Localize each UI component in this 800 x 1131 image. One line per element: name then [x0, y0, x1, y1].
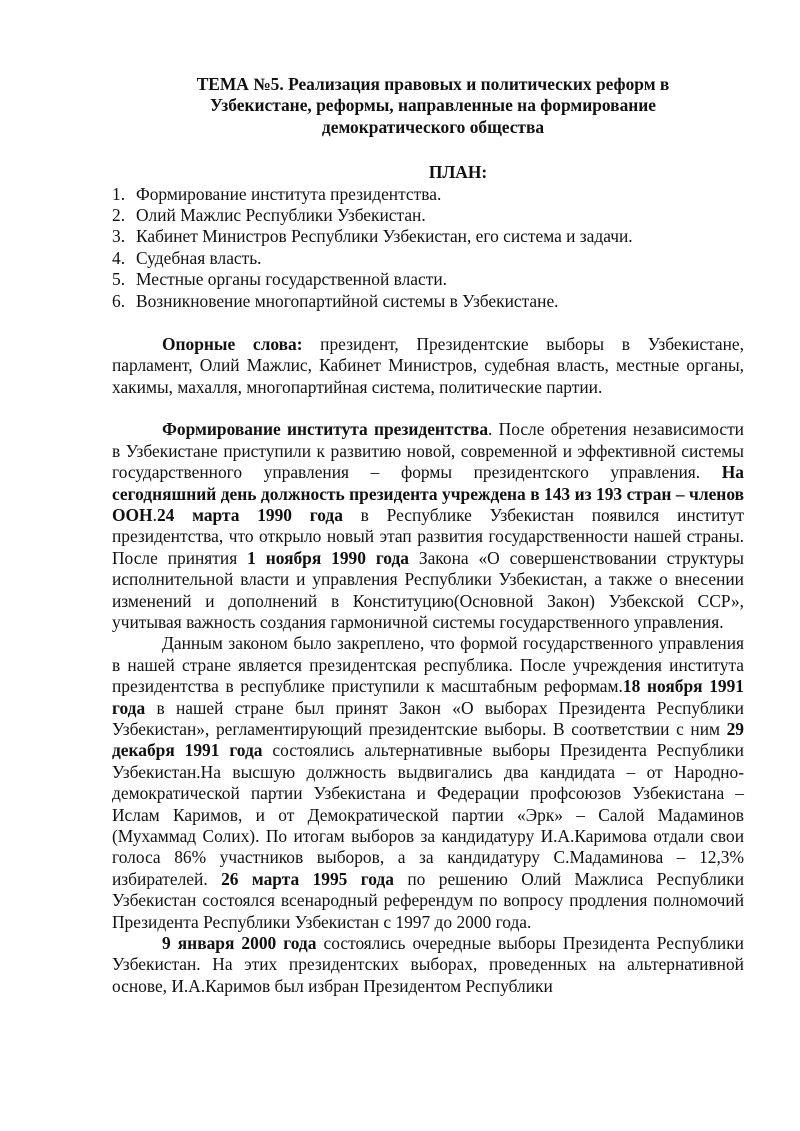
presidency-paragraph	[112, 419, 744, 633]
plan-item-text: Кабинет Министров Республики Узбекистан, его система и задачи.	[136, 226, 633, 247]
elections-paragraph	[112, 633, 744, 933]
paragraph-text: состоялись альтернативные выборы Президента Республики Узбекистан.На высшую должность выдвигались два кандидата – от Народно-демократической партии Узбекистана и Федерации профсоюзов Узбекистана – Ислам Каримов, и от Демократической партии «Эрк» – Салой Мадаминов (Мухаммад Солих). По итогам выборов за кандидатуру И.А.Каримова отдали свои голоса 86% участников выборов, а за кандидатуру С.Мадаминова – 12,3% избирателей.	[112, 740, 744, 889]
plan-item	[112, 269, 744, 290]
plan-item-text: Местные органы государственной власти.	[136, 269, 447, 290]
plan-item-number: 5.	[112, 269, 126, 290]
plan-item	[112, 291, 744, 312]
plan-item	[112, 226, 744, 247]
keywords-text: президент, Президентские выборы в Узбекистане, парламент, Олий Мажлис, Кабинет Министров, судебная власть, местные органы, хакимы, махалля, многопартийная система, политические партии.	[112, 334, 744, 397]
plan-item-number: 2.	[112, 205, 126, 226]
plan-item-number: 4.	[112, 247, 126, 268]
section-heading: Формирование института президентства	[162, 419, 489, 440]
document-title: ТЕМА №5. Реализация правовых и политических реформ в Узбекистане, реформы, направленные на формирование демократического общества	[196, 74, 670, 137]
plan-list	[112, 184, 744, 312]
plan-item	[112, 184, 744, 205]
keywords-label: Опорные слова:	[162, 334, 303, 355]
plan-item-text: Олий Мажлис Республики Узбекистан.	[136, 205, 426, 226]
paragraph-text: в Республике Узбекистан появился институт президентства, что открыло новый этап развития государственности нашей страны. После принятия	[112, 504, 744, 568]
paragraph-text: по решению Олий Мажлиса Республики Узбекистан состоялся всенародный референдум по вопросу продления полномочий Президента Республики Узбекистан с 1997 до 2000 года.	[112, 868, 745, 932]
keywords-paragraph	[112, 334, 744, 398]
paragraph-text: Закона «О совершенствовании структуры исполнительной власти и управления Республики Узбекистан, а также о внесении изменений и дополнений в Конституцию(Основной Закон) Узбекской ССР», учитывая важность создания гармоничной системы государственного управления.	[112, 547, 744, 632]
bold-date: 24 марта 1990 года	[156, 504, 343, 525]
bold-date: 29 декабря 1991 года	[112, 718, 744, 761]
paragraph-text: в нашей стране был принят Закон «О выборах Президента Республики Узбекистан», регламентирующий президентские выборы. В соответствии с ним	[112, 697, 744, 739]
bold-date: 18 ноября 1991 года	[112, 676, 745, 718]
bold-fact: На сегодняшний день должность президента учреждена в 143 из 193 стран – членов ООН	[112, 462, 744, 525]
paragraph-text: . После обретения независимости в Узбекистане приступили к развитию новой, современной и эффективной системы государственного управления – формы президентского управления.	[112, 419, 744, 483]
bold-date: 9 января 2000 года	[162, 933, 317, 954]
plan-item-number: 6.	[112, 290, 126, 311]
paragraph-text: состоялись очередные выборы Президента Республики Узбекистан. На этих президентских выборах, проведенных на альтернативной основе, И.А.Каримов был избран Президентом Республики	[112, 933, 744, 996]
plan-item-text: Судебная власть.	[136, 247, 262, 268]
bold-date: 26 марта 1995 года	[221, 868, 394, 889]
plan-item-text: Возникновение многопартийной системы в Узбекистане.	[136, 290, 559, 311]
plan-item-text: Формирование института президентства.	[136, 183, 442, 204]
plan-item	[112, 205, 744, 226]
election-2000-paragraph	[112, 933, 744, 997]
bold-date: 1 ноября 1990 года	[247, 547, 409, 568]
plan-heading: ПЛАН:	[428, 162, 488, 183]
plan-item-number: 1.	[112, 183, 126, 204]
plan-item	[112, 248, 744, 269]
paragraph-text: .	[152, 504, 157, 525]
plan-item-number: 3.	[112, 226, 126, 247]
paragraph-text: Данным законом было закреплено, что формой государственного управления в нашей стране является президентская республика. После учреждения института президентства в республике приступили к масштабным реформам.	[112, 633, 744, 697]
